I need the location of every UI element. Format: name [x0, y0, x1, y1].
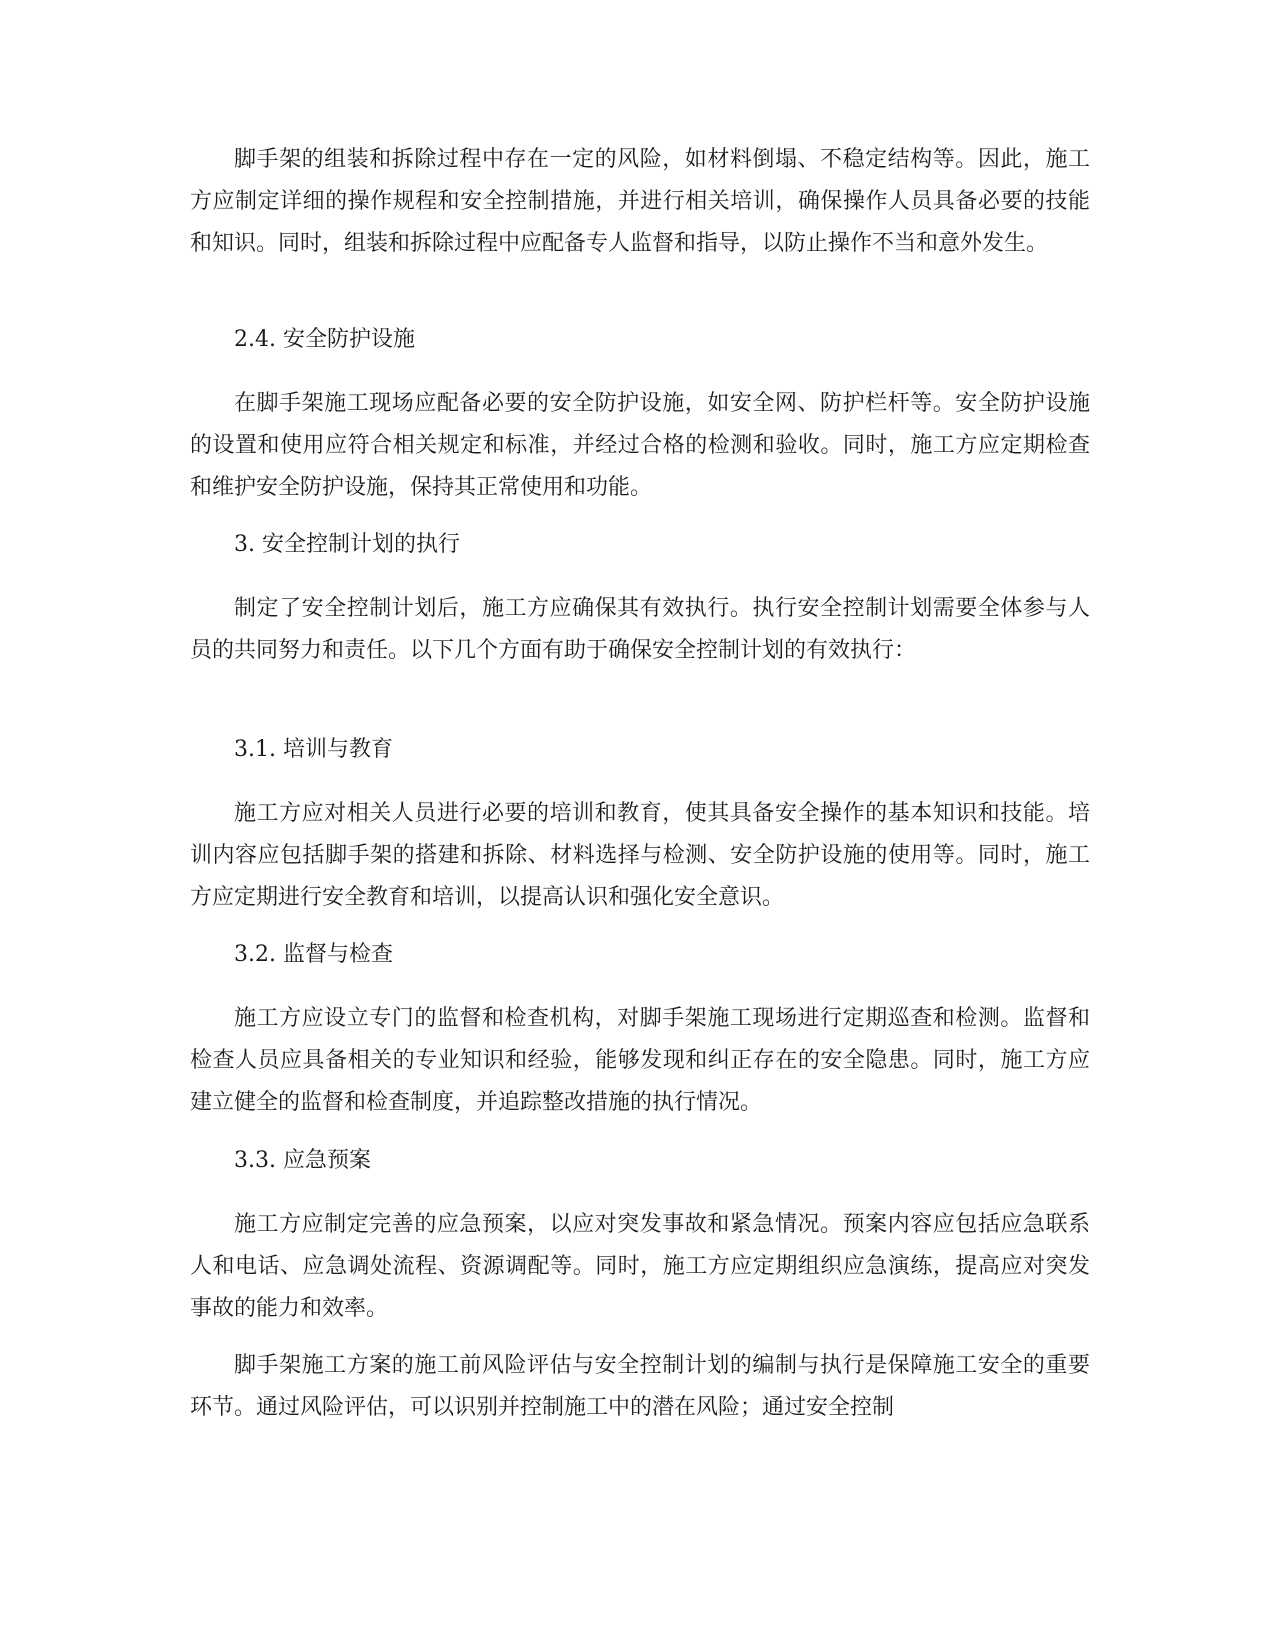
paragraph: 在脚手架施工现场应配备必要的安全防护设施，如安全网、防护栏杆等。安全防护设施的设置和使用应符合相关规定和标准，并经过合格的检测和验收。同时，施工方应定期检查和维护安全防护设施，保持其正常使用和功能。	[190, 391, 1090, 500]
paragraph: 施工方应制定完善的应急预案，以应对突发事故和紧急情况。预案内容应包括应急联系人和电话、应急调处流程、资源调配等。同时，施工方应定期组织应急演练，提高应对突发事故的能力和效率。	[190, 1212, 1090, 1321]
paragraph: 制定了安全控制计划后，施工方应确保其有效执行。执行安全控制计划需要全体参与人员的共同努力和责任。以下几个方面有助于确保安全控制计划的有效执行：	[190, 596, 1090, 663]
paragraph: 施工方应对相关人员进行必要的培训和教育，使其具备安全操作的基本知识和技能。培训内容应包括脚手架的搭建和拆除、材料选择与检测、安全防护设施的使用等。同时，施工方应定期进行安全教育和培训，以提高认识和强化安全意识。	[190, 801, 1090, 910]
paragraph: 脚手架的组装和拆除过程中存在一定的风险，如材料倒塌、不稳定结构等。因此，施工方应制定详细的操作规程和安全控制措施，并进行相关培训，确保操作人员具备必要的技能和知识。同时，组装和拆除过程中应配备专人监督和指导，以防止操作不当和意外发生。	[190, 147, 1090, 256]
section-heading: 3.1. 培训与教育	[234, 737, 393, 762]
section-heading: 3.2. 监督与检查	[234, 942, 393, 967]
paragraph: 施工方应设立专门的监督和检查机构，对脚手架施工现场进行定期巡查和检测。监督和检查人员应具备相关的专业知识和经验，能够发现和纠正存在的安全隐患。同时，施工方应建立健全的监督和检查制度，并追踪整改措施的执行情况。	[190, 1006, 1090, 1115]
section-heading: 3. 安全控制计划的执行	[234, 532, 460, 557]
section-heading: 2.4. 安全防护设施	[234, 327, 415, 352]
section-heading: 3.3. 应急预案	[234, 1148, 371, 1173]
paragraph: 脚手架施工方案的施工前风险评估与安全控制计划的编制与执行是保障施工安全的重要环节。通过风险评估，可以识别并控制施工中的潜在风险；通过安全控制	[190, 1353, 1090, 1420]
